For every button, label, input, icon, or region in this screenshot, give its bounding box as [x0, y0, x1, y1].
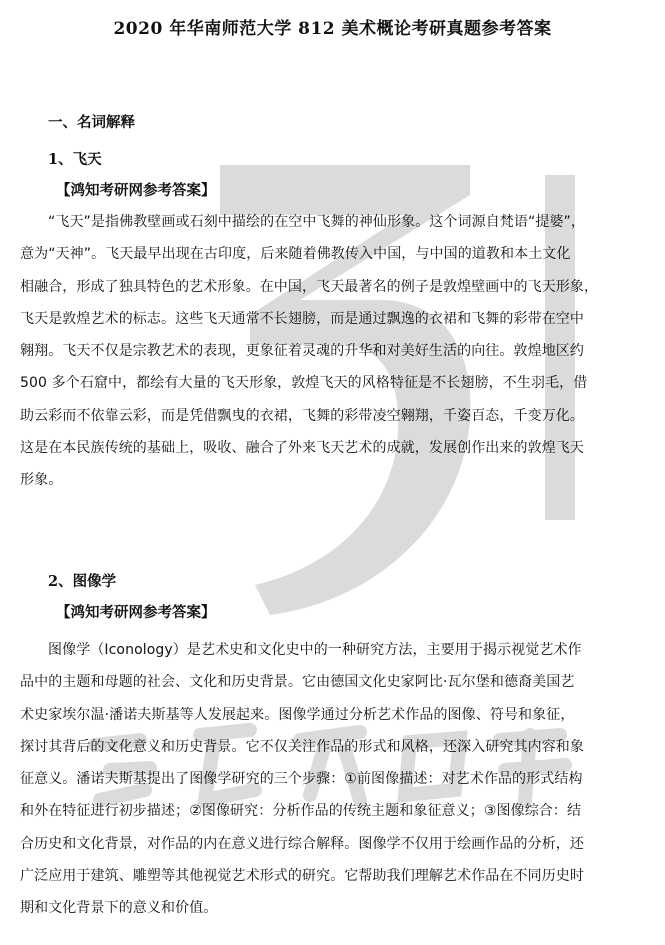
- paragraph-line: 飞天是敦煌艺术的标志。这些飞天通常不长翅膀，而是通过飘逸的衣裙和飞舞的彩带在空中: [20, 310, 584, 327]
- paragraph-line: 图像学（Iconology）是艺术史和文化史中的一种研究方法，主要用于揭示视觉艺术作: [48, 642, 582, 658]
- answer-paragraph-feitian: [20, 206, 652, 497]
- paragraph-line: 广泛应用于建筑、雕塑等其他视觉艺术形式的研究。它帮助我们理解艺术作品在不同历史时: [20, 868, 584, 885]
- paragraph-line: 术史家埃尔温·潘诺夫斯基等人发展起来。图像学通过分析艺术作品的图像、符号和象征，: [20, 706, 575, 723]
- page-title: 2020 年华南师范大学 812 美术概论考研真题参考答案: [113, 19, 552, 39]
- section-heading: 一、名词解释: [48, 114, 135, 131]
- paragraph-line: “飞天”是指佛教壁画或石刻中描绘的在空中飞舞的神仙形象。这个词源自梵语“提婆”，: [48, 214, 586, 230]
- answer-label-feitian: 【鸿知考研网参考答案】: [56, 182, 216, 199]
- paragraph-line: 探讨其背后的文化意义和历史背景。它不仅关注作品的形式和风格，还深入研究其内容和象: [20, 738, 584, 755]
- paragraph-line: 期和文化背景下的意义和价值。: [20, 900, 218, 917]
- paragraph-line: 品中的主题和母题的社会、文化和历史背景。它由德国文化史家阿比·瓦尔堡和德裔美国艺: [20, 674, 575, 691]
- paragraph-line: 这是在本民族传统的基础上，吸收、融合了外来飞天艺术的成就，发展创作出来的敦煌飞天: [20, 440, 584, 457]
- paragraph-line: 和外在特征进行初步描述；②图像研究：分析作品的传统主题和象征意义；③图像综合：结: [20, 803, 582, 820]
- paragraph-line: 形象。: [20, 472, 63, 489]
- paragraph-line: 助云彩而不依靠云彩，而是凭借飘曳的衣裙，飞舞的彩带凌空翱翔，千姿百态，千变万化。: [20, 407, 584, 424]
- answer-label-iconology: 【鸿知考研网参考答案】: [56, 604, 216, 621]
- paragraph-line: 相融合，形成了独具特色的艺术形象。在中国，飞天最著名的例子是敦煌壁画中的飞天形象，: [20, 278, 599, 295]
- term-heading-feitian: 1、飞天: [48, 151, 102, 168]
- paragraph-line: 翱翔。飞天不仅是宗教艺术的表现，更象征着灵魂的升华和对美好生活的向往。敦煌地区约: [20, 343, 584, 360]
- paragraph-line: 征意义。潘诺夫斯基提出了图像学研究的三个步骤：①前图像描述：对艺术作品的形式结构: [20, 771, 583, 788]
- paragraph-line: 合历史和文化背景，对作品的内在意义进行综合解释。图像学不仅用于绘画作品的分析，还: [20, 835, 584, 852]
- answer-paragraph-iconology: [20, 634, 652, 925]
- paragraph-line: 500 多个石窟中，都绘有大量的飞天形象，敦煌飞天的风格特征是不长翅膀，不生羽毛，借: [20, 375, 588, 392]
- term-heading-iconology: 2、图像学: [48, 573, 117, 590]
- paragraph-line: 意为“天神”。飞天最早出现在古印度，后来随着佛教传入中国，与中国的道教和本土文化: [20, 246, 571, 263]
